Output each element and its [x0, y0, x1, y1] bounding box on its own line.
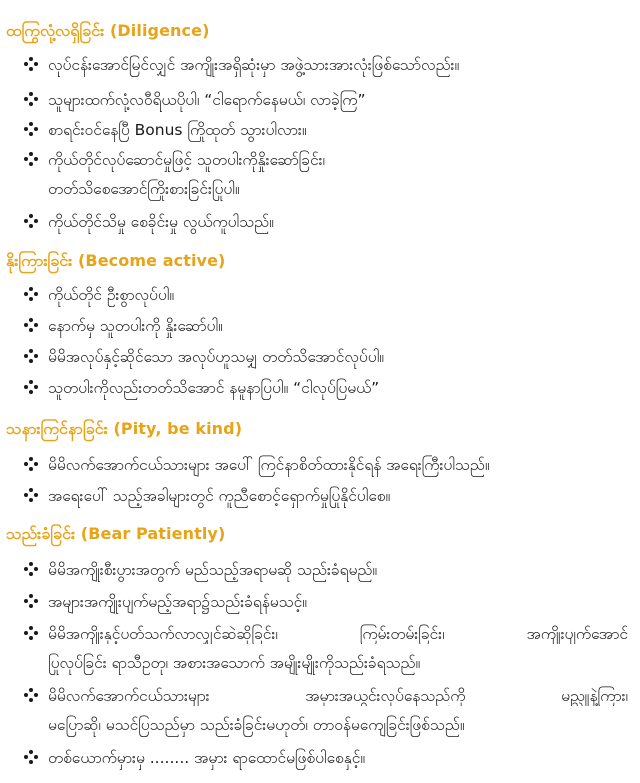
item-text: တစ်ယောက်မှားမှ ........ အမှား ရာထောင်မဖြစ်ပါစေနှင့်။ [48, 749, 366, 767]
section-heading-pity-be-kind: သနားကြင်နာခြင်း (Pity, be kind) [6, 419, 243, 438]
section-heading-bear-patiently: သည်းခံခြင်း (Bear Patiently) [6, 524, 226, 543]
item-text: အရေးပေါ် သည့်အခါများတွင် ကူညီစောင့်ရှောက်မှုပြုနိုင်ပါစေ။ [48, 487, 391, 505]
diamond-dots-bullet-icon [24, 318, 38, 332]
section-heading-become-active: နိုးကြားခြင်း (Become active) [6, 251, 226, 270]
item-text: ကိုယ်တိုင်လုပ်ဆောင်မှုဖြင့် သူတပါးကိုနှိုးဆော်ခြင်း၊ [48, 151, 325, 169]
item-text: မိမိလက်အောက်ငယ်သားများ အမှားအယွင်းလုပ်နေသည်ကို မည္သူနဲ့ကြား၊ [48, 687, 628, 705]
diamond-dots-bullet-icon [24, 57, 38, 71]
diamond-dots-bullet-icon [24, 122, 38, 136]
diamond-dots-bullet-icon [24, 688, 38, 702]
diamond-dots-bullet-icon [24, 457, 38, 471]
diamond-dots-bullet-icon [24, 92, 38, 106]
item-text: မိမိအကျိုးစီးပွားအတွက် မည်သည့်အရာမဆို သည်းခံရမည်။ [48, 561, 378, 579]
item-text: သူတပါးကိုလည်းတတ်သိအောင် နမူနာပြပါ။ “ငါလုပ်ပြမယ်” [48, 379, 380, 397]
item-text: ကိုယ်တိုင် ဦးစွာလုပ်ပါ။ [48, 286, 175, 304]
diamond-dots-bullet-icon [24, 349, 38, 363]
item-text: သူများထက်လုံ့လဝီရိယပိုပါ၊ “ငါရောက်နေမယ်၊ လာခဲ့ကြ” [48, 91, 366, 109]
diamond-dots-bullet-icon [24, 287, 38, 301]
item-text: မိမိလက်အောက်ငယ်သားများ အပေါ် ကြင်နာစိတ်ထားနိုင်ရန် အရေးကြီးပါသည်။ [48, 456, 490, 474]
section-heading-diligence: ထကြွလုံ့လရှိခြင်း (Diligence) [6, 21, 210, 40]
diamond-dots-bullet-icon [24, 214, 38, 228]
item-text: စာရင်းဝင်နေပြီ Bonus ကြိုထုတ် သွားပါလား။ [48, 121, 307, 139]
diamond-dots-bullet-icon [24, 152, 38, 166]
item-text: လုပ်ငန်းအောင်မြင်လျှင် အကျိုးအရှိဆုံးမှာ အဖွဲ့သားအားလုံးဖြစ်သော်လည်း။ [48, 56, 460, 74]
item-text-continued: မပြောဆို၊ မသင်ပြသည်မှာ သည်းခံခြင်းမဟုတ်၊ တာဝန်မကျေခြင်းဖြစ်သည်။ [48, 716, 465, 734]
item-text: မိမိအကျိုးနှင့်ပတ်သက်လာလျှင်ဆဲဆိုခြင်း၊ ကြမ်းတမ်းခြင်း၊ အကျိုးပျက်အောင် [48, 625, 628, 643]
item-text: အများအကျိုးပျက်မည့်အရာ၌သည်းခံရန်မသင့်။ [48, 593, 307, 611]
diamond-dots-bullet-icon [24, 626, 38, 640]
item-text: နောက်မှ သူတပါးကို နှိုးဆော်ပါ။ [48, 317, 223, 335]
diamond-dots-bullet-icon [24, 594, 38, 608]
item-text-continued: တတ်သိစေအောင်ကြိုးစားခြင်းပြုပါ။ [48, 180, 240, 198]
diamond-dots-bullet-icon [24, 380, 38, 394]
diamond-dots-bullet-icon [24, 562, 38, 576]
diamond-dots-bullet-icon [24, 750, 38, 764]
item-text-continued: ပြုလုပ်ခြင်း ရာသီဥတု၊ အစားအသောက် အမျိုးမျိုးကိုသည်းခံရသည်။ [48, 654, 421, 672]
diamond-dots-bullet-icon [24, 488, 38, 502]
item-text: ကိုယ်တိုင်သိမှု စေခိုင်းမှု လွယ်ကူပါသည်။ [48, 213, 274, 231]
item-text: မိမိအလုပ်နှင့်ဆိုင်သော အလုပ်ဟူသမျှ တတ်သိအောင်လုပ်ပါ။ [48, 348, 384, 366]
